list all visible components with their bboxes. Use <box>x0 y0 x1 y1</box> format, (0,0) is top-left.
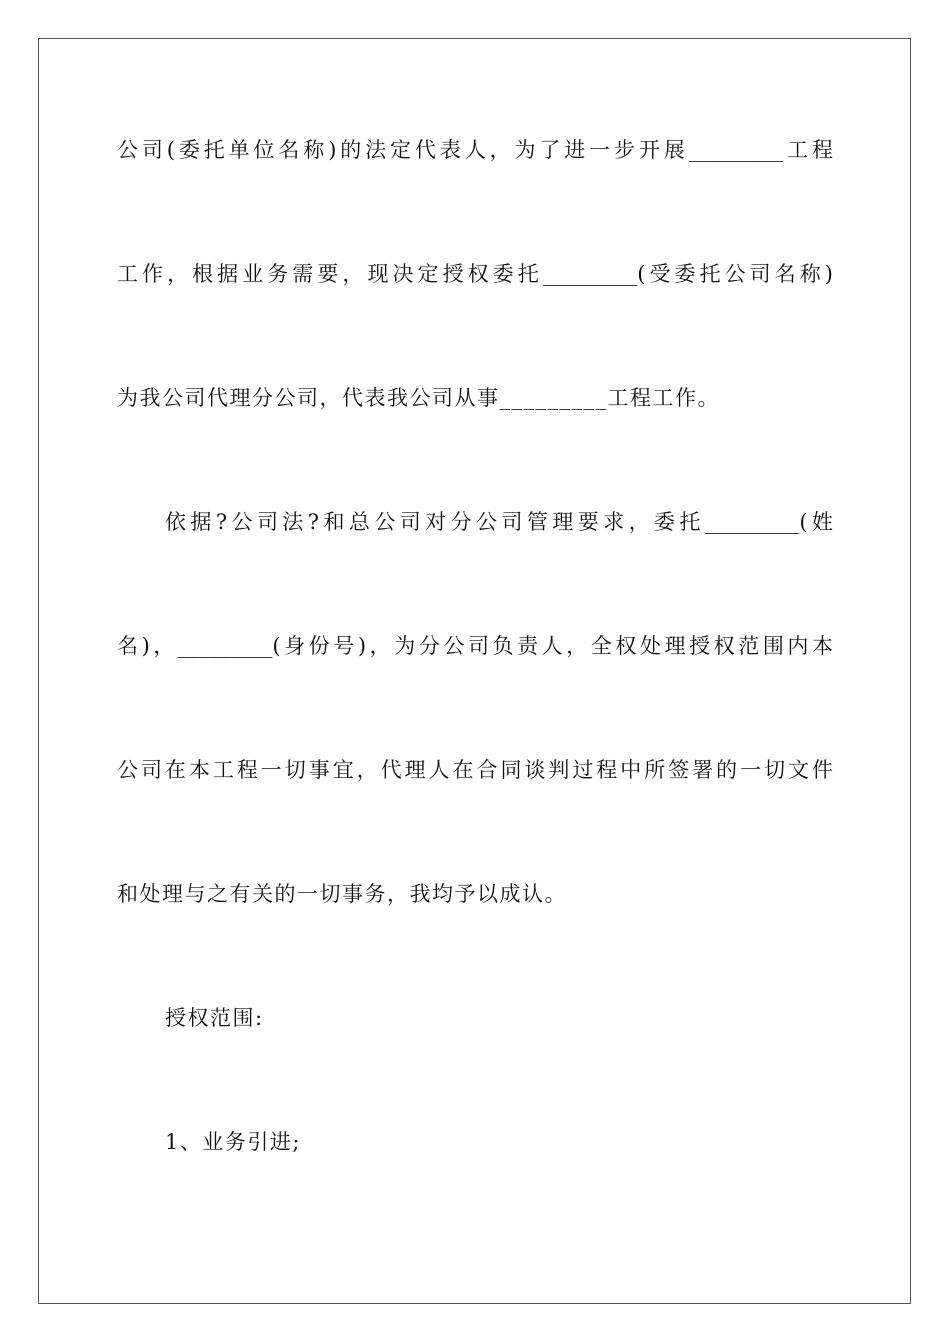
paragraph-line-5: 名)，_________(身份号)，为分公司负责人，全权处理授权范围内本 <box>117 634 833 658</box>
section-heading-scope: 授权范围: <box>165 1006 264 1030</box>
paragraph-line-1: 公司(委托单位名称)的法定代表人，为了进一步开展_________工程 <box>117 138 833 162</box>
paragraph-line-7: 和处理与之有关的一切事务，我均予以成认。 <box>117 882 567 906</box>
paragraph-line-6: 公司在本工程一切事宜，代理人在合同谈判过程中所签署的一切文件 <box>117 758 833 782</box>
paragraph-line-4: 依据?公司法?和总公司对分公司管理要求，委托_________(姓 <box>165 510 833 534</box>
paragraph-line-3: 为我公司代理分公司，代表我公司从事_________工程工作。 <box>117 386 720 410</box>
paragraph-line-2: 工作，根据业务需要，现决定授权委托_________(受委托公司名称) <box>117 262 833 286</box>
page-border <box>38 38 911 1304</box>
list-item-1: 1、业务引进; <box>165 1130 301 1154</box>
